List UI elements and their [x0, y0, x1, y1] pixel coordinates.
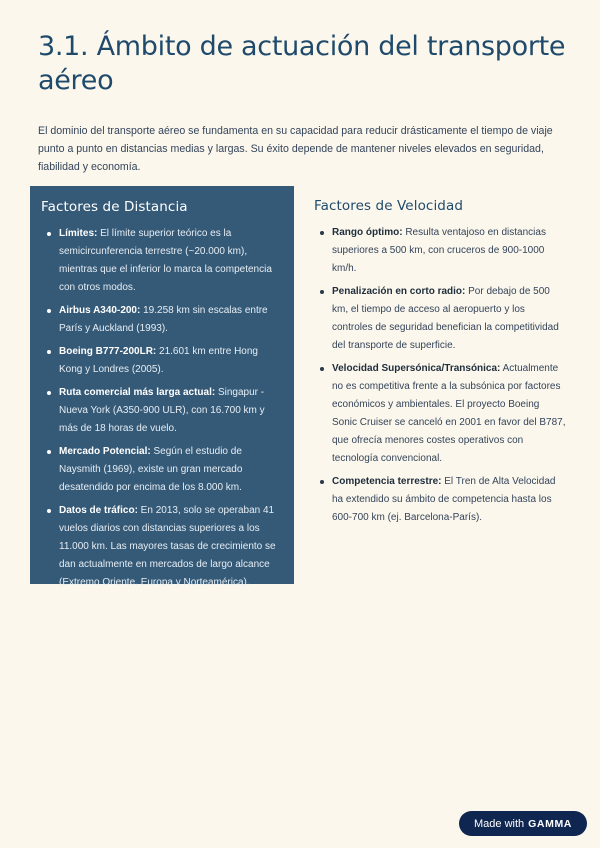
item-label: Datos de tráfico:	[59, 505, 138, 516]
speed-factors-card	[304, 186, 574, 542]
item-label: Límites:	[59, 228, 98, 239]
list-item	[41, 343, 282, 379]
page-title: 3.1. Ámbito de actuación del transporte aéreo	[38, 31, 566, 96]
list-item	[41, 225, 282, 297]
item-text: Por debajo de 500 km, el tiempo de acceso al aeropuerto y los controles de seguridad benefician la competitividad del transporte de superficie.	[332, 286, 559, 351]
bullet-icon	[47, 350, 51, 354]
bullet-icon	[320, 290, 324, 294]
item-text: Actualmente no es competitiva frente a la subsónica por factores económicos y ambientales. El proyecto Boeing Sonic Cruiser se canceló en 2001 en favor del B787, que ofrecía menores costes operativos con tecnología convencional.	[332, 363, 566, 464]
bullet-icon	[47, 232, 51, 236]
item-text: Singapur - Nueva York (A350-900 ULR), con 16.700 km y más de 18 horas de vuelo.	[59, 387, 265, 434]
item-label: Rango óptimo:	[332, 227, 403, 238]
intro-paragraph: El dominio del transporte aéreo se fundamenta en su capacidad para reducir drásticamente el tiempo de viaje punto a punto en distancias medias y largas. Su éxito depende de mantener niveles elevados en seguridad, fiabilidad y economía.	[38, 125, 553, 173]
item-label: Airbus A340-200:	[59, 305, 141, 316]
item-label: Velocidad Supersónica/Transónica:	[332, 363, 501, 374]
made-with-gamma-badge[interactable]	[459, 811, 587, 836]
distance-factors-card	[30, 186, 294, 588]
item-text: 19.258 km sin escalas entre París y Auckland (1993).	[59, 305, 268, 334]
item-label: Competencia terrestre:	[332, 476, 442, 487]
list-item	[41, 502, 282, 592]
item-label: Penalización en corto radio:	[332, 286, 466, 297]
distance-factors-list	[41, 225, 282, 592]
bullet-icon	[320, 480, 324, 484]
gamma-logo-text: GAMMA	[528, 817, 572, 830]
item-text: El límite superior teórico es la semicircunferencia terrestre (~20.000 km), mientras que el inferior lo marca la competencia con otros modos.	[59, 228, 272, 293]
distance-factors-heading: Factores de Distancia	[41, 199, 188, 215]
item-label: Mercado Potencial:	[59, 446, 151, 457]
bullet-icon	[47, 391, 51, 395]
list-item	[314, 473, 566, 527]
list-item	[41, 384, 282, 438]
item-text: En 2013, solo se operaban 41 vuelos diarios con distancias superiores a los 11.000 km. Las mayores tasas de crecimiento se dan actualmente en mercados de largo alcance (Extremo Oriente, Europa y Norteamérica).	[59, 505, 276, 588]
bullet-icon	[47, 309, 51, 313]
bullet-icon	[47, 509, 51, 513]
list-item	[314, 224, 566, 278]
list-item	[314, 360, 566, 468]
bullet-icon	[47, 450, 51, 454]
bullet-icon	[320, 231, 324, 235]
list-item	[314, 283, 566, 355]
list-item	[41, 302, 282, 338]
item-text: Según el estudio de Naysmith (1969), existe un gran mercado desatendido por encima de los 8.000 km.	[59, 446, 243, 493]
item-text: Resulta ventajoso en distancias superiores a 500 km, con cruceros de 900-1000 km/h.	[332, 227, 546, 274]
list-item	[41, 443, 282, 497]
item-text: El Tren de Alta Velocidad ha extendido su ámbito de competencia hasta los 600-700 km (ej. Barcelona-París).	[332, 476, 556, 523]
badge-prefix: Made with	[474, 817, 525, 830]
speed-factors-heading: Factores de Velocidad	[314, 198, 464, 214]
item-label: Boeing B777-200LR:	[59, 346, 157, 357]
speed-factors-list	[314, 224, 566, 527]
item-label: Ruta comercial más larga actual:	[59, 387, 216, 398]
item-text: 21.601 km entre Hong Kong y Londres (2005).	[59, 346, 258, 375]
bullet-icon	[320, 367, 324, 371]
